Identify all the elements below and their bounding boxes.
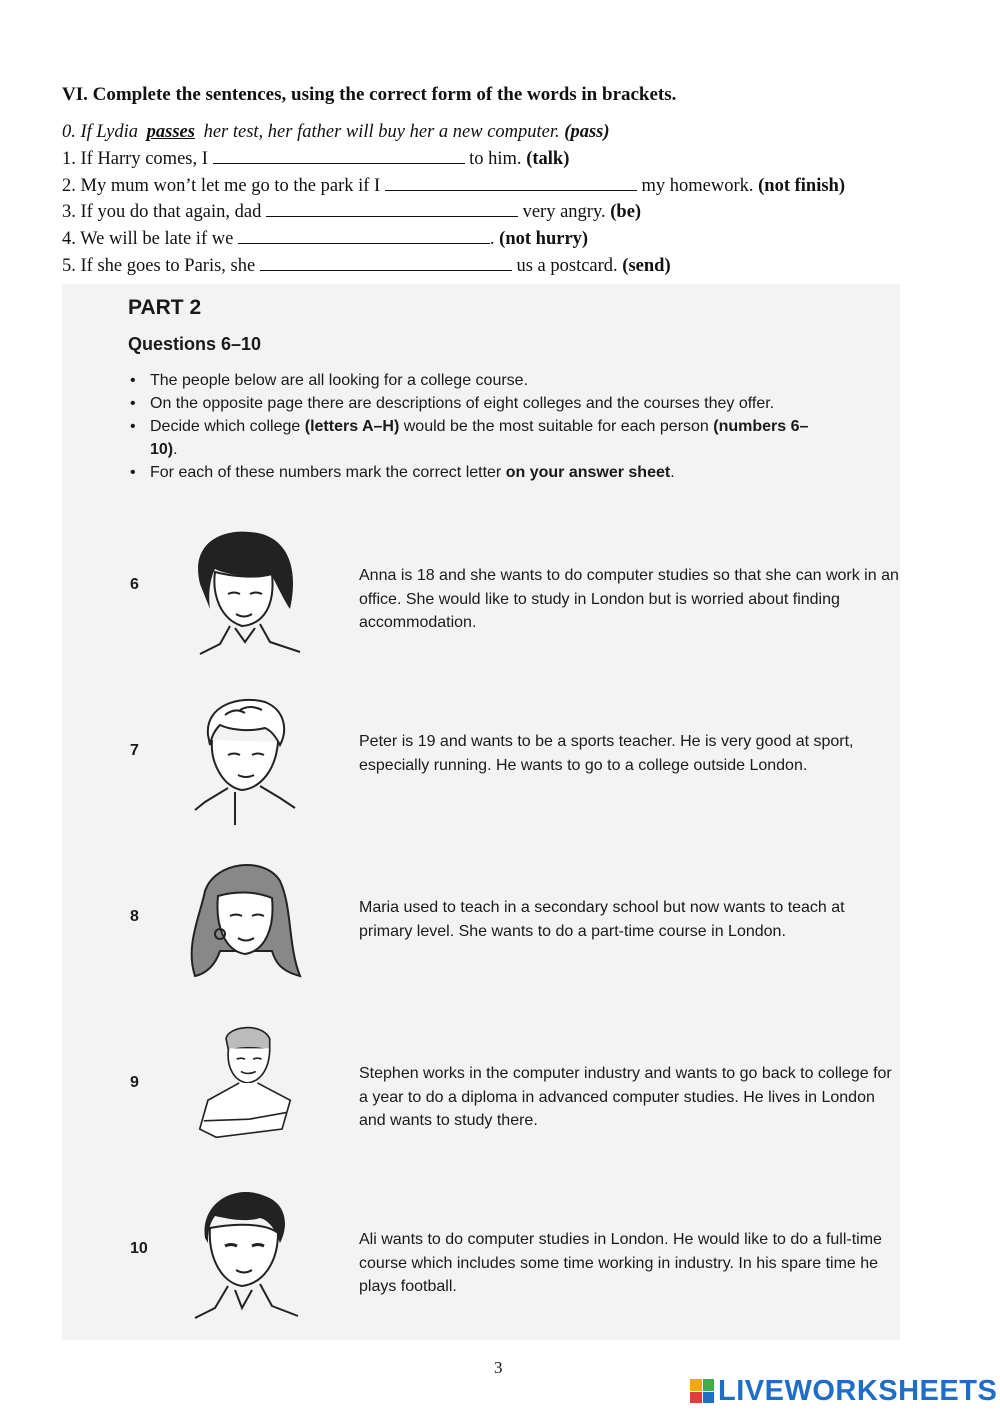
man-portrait-icon (180, 1188, 310, 1328)
logo-icon (690, 1379, 714, 1403)
instruction-item: • For each of these numbers mark the correct letter on your answer sheet. (128, 461, 828, 484)
question-number: 7 (130, 742, 139, 759)
answer-blank-5[interactable] (260, 256, 512, 271)
person-10 (62, 1228, 900, 1368)
instruction-item: • The people below are all looking for a college course. (128, 369, 828, 392)
person-8 (62, 896, 900, 1036)
question-number: 9 (130, 1074, 139, 1091)
person-description: Anna is 18 and she wants to do computer studies so that she can work in an office. She would like to study in London but is worried about finding accommodation. (359, 567, 899, 631)
sentence-2: 2. My mum won’t let me go to the park if I my homework. (not finish) (62, 176, 845, 196)
person-description: Maria used to teach in a secondary school but now wants to teach at primary level. She wants to do a part-time course in London. (359, 899, 845, 940)
question-number: 8 (130, 908, 139, 925)
example-sentence: 0. If Lydia passes her test, her father will buy her a new computer. (pass) (62, 122, 610, 142)
part-title: PART 2 (128, 296, 202, 319)
instruction-item: • Decide which college (letters A–H) would be the most suitable for each person (numbers 6–10). (128, 415, 828, 461)
man-portrait-icon (180, 690, 310, 830)
example-answer: passes (146, 122, 195, 142)
answer-blank-4[interactable] (238, 229, 490, 244)
question-number: 10 (130, 1240, 148, 1257)
sentence-3: 3. If you do that again, dad very angry. (be) (62, 202, 642, 222)
part-2-panel (62, 284, 900, 1340)
instructions-list (128, 369, 828, 484)
instruction-item: • On the opposite page there are descriptions of eight colleges and the courses they offer. (128, 392, 828, 415)
person-6 (62, 564, 900, 704)
woman-portrait-icon (180, 524, 310, 664)
answer-blank-3[interactable] (266, 202, 518, 217)
person-9 (62, 1062, 900, 1202)
person-description: Ali wants to do computer studies in London. He would like to do a full-time course which includes some time working in industry. In his spare time he plays football. (359, 1231, 882, 1295)
sentence-4: 4. We will be late if we . (not hurry) (62, 229, 589, 249)
person-description: Stephen works in the computer industry and wants to go back to college for a year to do a diploma in advanced computer studies. He lives in London and wants to study there. (359, 1065, 892, 1129)
sentence-5: 5. If she goes to Paris, she us a postcard. (send) (62, 256, 671, 276)
person-description: Peter is 19 and wants to be a sports teacher. He is very good at sport, especially running. He wants to go to a college outside London. (359, 733, 854, 774)
liveworksheets-logo[interactable] (690, 1376, 997, 1406)
woman-portrait-icon (180, 856, 310, 996)
person-7 (62, 730, 900, 870)
question-number: 6 (130, 576, 139, 593)
answer-blank-1[interactable] (213, 149, 465, 164)
man-portrait-icon (180, 1022, 310, 1162)
page-number: 3 (494, 1358, 503, 1377)
sentence-1: 1. If Harry comes, I to him. (talk) (62, 149, 570, 169)
section-title: VI. Complete the sentences, using the correct form of the words in brackets. (62, 84, 677, 105)
logo-text: LIVEWORKSHEETS (718, 1374, 998, 1407)
questions-title: Questions 6–10 (128, 334, 262, 354)
answer-blank-2[interactable] (385, 176, 637, 191)
